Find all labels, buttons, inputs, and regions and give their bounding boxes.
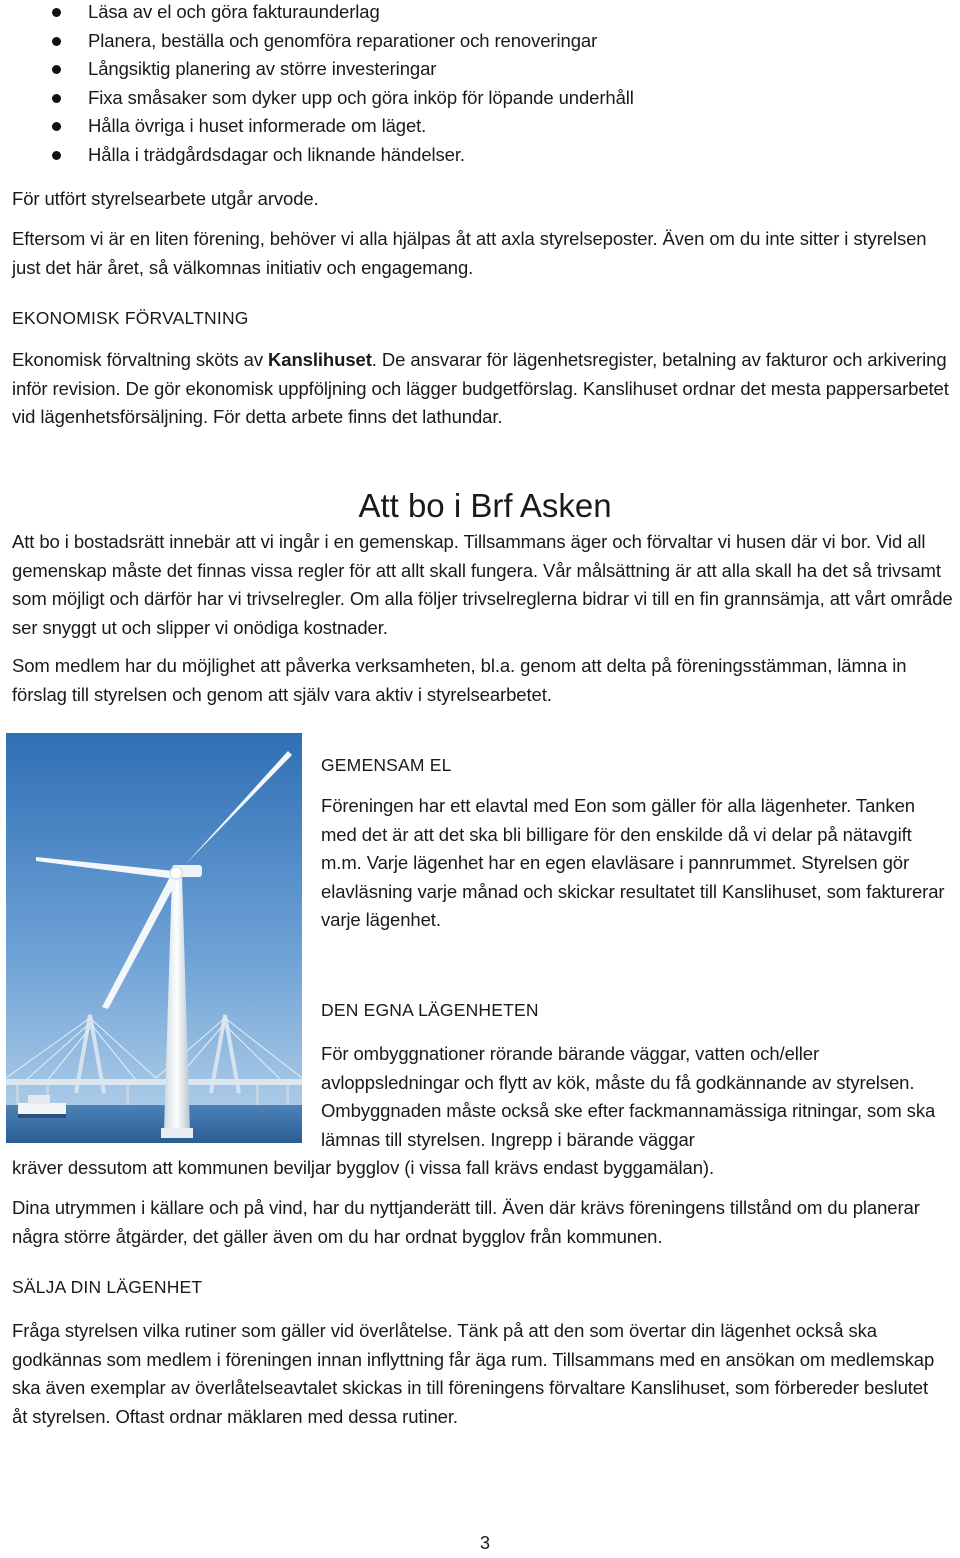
- bullet-icon: [52, 94, 61, 103]
- page-number: 3: [479, 1533, 490, 1553]
- section-heading-gemensam-el: GEMENSAM EL: [321, 755, 452, 775]
- list-item: Långsiktig planering av större investeringar: [50, 55, 930, 84]
- salja-paragraph: Fråga styrelsen vilka rutiner som gäller vid överlåtelse. Tänk på att den som övertar din lägenhet också ska godkännas som medlem i föreningen innan inflyttning får äga rum. Tillsammans med en ansökan om medlemskap ska även exemplar av överlåtelseavtalet skickas in till föreningens förvaltare Kanslihuset, som förbereder beslutet åt styrelsen. Oftast ordnar mäklaren med dessa rutiner.: [12, 1320, 935, 1427]
- ekonomi-paragraph: Ekonomisk förvaltning sköts av Kanslihuset. De ansvarar för lägenhetsregister, betalning av fakturor och arkivering inför revision. De gör ekonomisk uppföljning och lägger budgetförslag. Kanslihuset ordnar det mesta pappersarbetet vid lägenhetsförsäljning. För detta arbete finns det lathundar.: [12, 349, 949, 428]
- task-list: [50, 0, 930, 170]
- egna-lagenheten-paragraph: För ombyggnationer rörande bärande väggar, vatten och/eller avloppsledningar och flytt av kök, måste du få godkännande av styrelsen. Ombyggnaden måste också ske efter fackmannamässiga ritningar, som ska lämnas till styrelsen. Ingrepp i bärande väggar: [321, 1043, 936, 1150]
- bo-paragraph-2: Som medlem har du möjlighet att påverka verksamheten, bl.a. genom att delta på föreningsstämman, lämna in förslag till styrelsen och genom att själv vara aktiv i styrelsearbetet.: [12, 655, 907, 705]
- list-item: Hålla övriga i huset informerade om läget.: [50, 112, 930, 141]
- section-heading-ekonomi: EKONOMISK FÖRVALTNING: [12, 308, 249, 328]
- list-item: Fixa småsaker som dyker upp och göra inköp för löpande underhåll: [50, 84, 930, 113]
- styrelse-paragraph: Eftersom vi är en liten förening, behöver vi alla hjälpas åt att axla styrelseposter. Även om du inte sitter i styrelsen just det här året, så välkomnas initiativ och engagemang.: [12, 228, 927, 278]
- gemensam-el-paragraph: Föreningen har ett elavtal med Eon som gäller för alla lägenheter. Tanken med det är att det ska bli billigare för den enskilde då vi delar på nätavgift m.m. Varje lägenhet har en egen elavläsare i pannrummet. Styrelsen gör elavläsning varje månad och skickar resultatet till Kanslihuset, som fakturerar varje lägenhet.: [321, 795, 945, 931]
- bullet-icon: [52, 8, 61, 17]
- page-title: Att bo i Brf Asken: [358, 487, 612, 524]
- bullet-icon: [52, 151, 61, 160]
- bo-paragraph-1: Att bo i bostadsrätt innebär att vi ingår i en gemenskap. Tillsammans äger och förvaltar vi husen där vi bor. Vid all gemenskap måste det finnas vissa regler för att allt skall fungera. Vår målsättning är att alla skall ha det så trivsamt som möjligt och därför har vi trivselregler. Om alla följer trivselreglerna bidrar vi till en fin grannsämja, att vårt område ser snyggt ut och slipper vi onödiga kostnader.: [12, 531, 953, 638]
- wind-turbine-photo: [6, 733, 302, 1143]
- kanslihuset-name: Kanslihuset: [268, 349, 372, 370]
- bullet-icon: [52, 122, 61, 131]
- section-heading-egna-lagenheten: DEN EGNA LÄGENHETEN: [321, 1000, 539, 1020]
- arvode-paragraph: För utfört styrelsearbete utgår arvode.: [12, 188, 319, 209]
- section-heading-salja: SÄLJA DIN LÄGENHET: [12, 1277, 203, 1297]
- list-item: Läsa av el och göra fakturaunderlag: [50, 0, 930, 27]
- egna-lagenheten-paragraph-cont: kräver dessutom att kommunen beviljar bygglov (i vissa fall krävs endast byggamälan).: [12, 1157, 715, 1178]
- list-item: Planera, beställa och genomföra reparationer och renoveringar: [50, 27, 930, 56]
- bullet-icon: [52, 37, 61, 46]
- bullet-icon: [52, 65, 61, 74]
- utrymmen-paragraph: Dina utrymmen i källare och på vind, har du nyttjanderätt till. Även där krävs föreningens tillstånd om du planerar några större åtgärder, det gäller även om du har ordnat bygglov från kommunen.: [12, 1197, 920, 1247]
- list-item: Hålla i trädgårdsdagar och liknande händelser.: [50, 141, 930, 170]
